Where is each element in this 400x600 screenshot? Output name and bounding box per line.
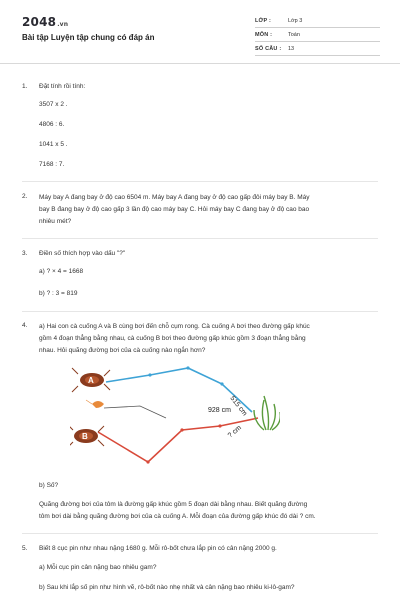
meta-underline	[255, 41, 380, 42]
q3-item: b) ? : 3 = 819	[39, 290, 78, 297]
q4-line: nhau. Hỏi quãng đường bơi của cà cuống nào ngắn hơn?	[39, 347, 206, 354]
q3-prompt: Điền số thích hợp vào dấu "?"	[39, 250, 126, 257]
q5-prompt: Biết 8 cục pin như nhau nặng 1680 g. Mỗi rô-bốt chưa lắp pin có cân nặng 2000 g.	[39, 545, 277, 552]
meta-value: Toán	[288, 32, 300, 38]
meta-underline	[255, 27, 380, 28]
q1-item: 1041 x 5 .	[39, 141, 68, 148]
seaweed-icon	[254, 396, 280, 430]
length-928: 928 cm	[208, 407, 231, 414]
question-separator	[22, 311, 378, 312]
document-title: Bài tập Luyện tập chung có đáp án	[22, 33, 155, 42]
meta-key: SỐ CÂU :	[255, 46, 282, 52]
path-b-red	[98, 418, 258, 462]
q1-item: 4806 : 6.	[39, 121, 65, 128]
q2-line: bay B đang bay ở độ cao gấp 3 lần độ cao máy bay C. Hỏi máy bay C đang bay ở độ cao bao	[39, 206, 310, 213]
q4-b-line: Quãng đường bơi của tôm là đường gấp khúc gồm 5 đoạn dài bằng nhau. Biết quãng đường	[39, 501, 308, 508]
question-number: 1.	[22, 83, 28, 90]
question-separator	[22, 238, 378, 239]
logo-main: 2048	[22, 15, 57, 29]
q4-line: gồm 4 đoạn thẳng bằng nhau, cà cuống B bơi theo đường gấp khúc gồm 3 đoạn thẳng bằng	[39, 335, 306, 342]
q5-b: b) Sau khi lắp số pin như hình vẽ, rô-bốt nào nhẹ nhất và cân nặng bao nhiêu ki-lô-gam?	[39, 584, 295, 591]
meta-value: 13	[288, 46, 295, 52]
header-divider	[0, 63, 400, 64]
path-a-blue	[106, 368, 252, 412]
logo-suffix: .vn	[57, 21, 69, 28]
q2-line: nhiêu mét?	[39, 218, 72, 225]
length-515: 515 cm	[228, 394, 249, 418]
question-separator	[22, 181, 378, 182]
q1-prompt: Đặt tính rồi tính:	[39, 83, 86, 90]
question-number: 5.	[22, 545, 28, 552]
question-number: 3.	[22, 250, 28, 257]
q3-item: a) ? × 4 = 1668	[39, 268, 84, 275]
question-number: 4.	[22, 322, 28, 329]
label-a: A	[88, 376, 94, 385]
q5-a: a) Mỗi cục pin cân nặng bao nhiêu gam?	[39, 564, 157, 571]
q1-item: 3507 x 2 .	[39, 101, 68, 108]
meta-underline	[255, 55, 380, 56]
question-separator	[22, 533, 378, 534]
shrimp-icon	[86, 400, 104, 408]
q2-line: Máy bay A đang bay ở độ cao 6504 m. Máy bay A đang bay ở độ cao gấp đôi máy bay B. Máy	[39, 194, 310, 201]
question-number: 2.	[22, 193, 28, 200]
q4-line: a) Hai con cà cuống A và B cùng bơi đến chỗ cụm rong. Cà cuống A bơi theo đường gấp khúc	[39, 323, 310, 330]
q4-b-prompt: b) Số?	[39, 482, 59, 489]
q1-item: 7168 : 7.	[39, 161, 65, 168]
swim-path-figure	[70, 360, 280, 470]
label-b: B	[82, 432, 88, 441]
q4-b-line: tôm bơi dài bằng quãng đường bơi của cà cuống A. Mỗi đoạn của đường gấp khúc đó dài ? cm.	[39, 513, 316, 520]
meta-value: Lớp 3	[288, 18, 303, 24]
length-unknown: ? cm	[226, 424, 243, 440]
path-shrimp	[104, 406, 166, 418]
meta-key: LỚP :	[255, 18, 271, 24]
meta-key: MÔN :	[255, 32, 273, 38]
path-a-vertices	[148, 366, 223, 385]
site-logo	[22, 15, 68, 29]
